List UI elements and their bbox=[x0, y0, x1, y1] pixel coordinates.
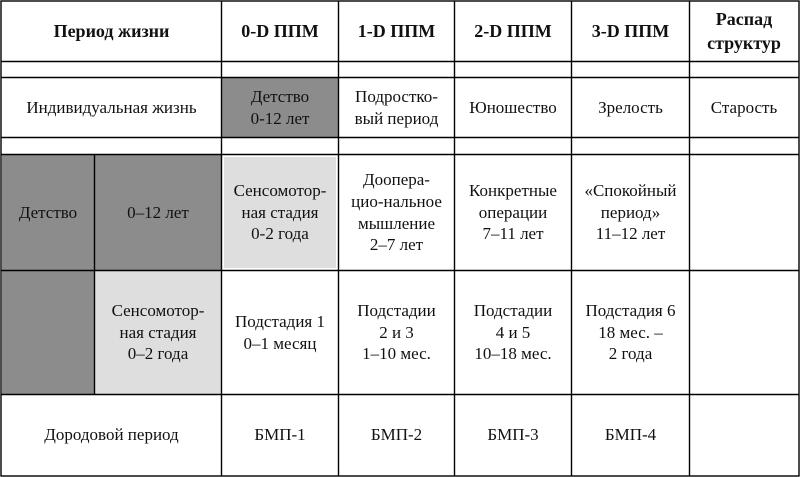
substage-6-line3: 2 года bbox=[608, 344, 653, 364]
childhood-sensomotor-line1: Сенсомотор- bbox=[233, 180, 327, 200]
sensomotor-substages-4-5 bbox=[455, 271, 571, 394]
substages-4-5-line2: 4 и 5 bbox=[495, 322, 531, 342]
childhood-calm-line1: «Спокойный bbox=[584, 180, 677, 200]
individual-youth: Юношество bbox=[469, 97, 557, 117]
sensomotor-label bbox=[95, 271, 221, 394]
childhood-sensomotor-line3: 0-2 года bbox=[251, 224, 309, 244]
childhood-preop-line2: цио-нальное bbox=[351, 191, 442, 211]
childhood-preop-line4: 2–7 лет bbox=[369, 235, 424, 255]
header-0d: 0-D ППМ bbox=[241, 20, 319, 41]
sensomotor-substage-1 bbox=[222, 271, 338, 394]
childhood-concrete-line3: 7–11 лет bbox=[482, 224, 544, 244]
individual-teen-line2: вый период bbox=[354, 108, 439, 128]
substage-6-line1: Подстадия 6 bbox=[585, 300, 676, 320]
childhood-concrete bbox=[455, 155, 571, 270]
childhood-concrete-line1: Конкретные bbox=[469, 180, 557, 200]
prenatal-bmp-4: БМП-4 bbox=[604, 425, 657, 445]
individual-maturity: Зрелость bbox=[598, 97, 663, 117]
header-period: Период жизни bbox=[53, 20, 170, 41]
childhood-sensomotor bbox=[224, 157, 336, 268]
substage-1-line1: Подстадия 1 bbox=[235, 311, 325, 331]
substages-2-3-line2: 2 и 3 bbox=[379, 322, 414, 342]
prenatal-bmp-1: БМП-1 bbox=[254, 425, 306, 445]
header-3d: 3-D ППМ bbox=[591, 20, 670, 41]
header-decay-line1: Распад bbox=[715, 9, 773, 30]
header-1d: 1-D ППМ bbox=[357, 20, 436, 41]
childhood-decay-empty bbox=[690, 155, 798, 270]
substage-6-line2: 18 мес. – bbox=[598, 322, 663, 342]
sensomotor-substage-6 bbox=[572, 271, 689, 394]
substages-4-5-line3: 10–18 мес. bbox=[474, 344, 552, 364]
sensomotor-label-line1: Сенсомотор- bbox=[111, 300, 205, 320]
sensomotor-dark-block bbox=[2, 271, 94, 394]
substages-4-5-line1: Подстадии bbox=[473, 300, 553, 320]
prenatal-bmp-2: БМП-2 bbox=[370, 425, 423, 445]
individual-old-age: Старость bbox=[710, 97, 778, 117]
sensomotor-decay-empty bbox=[690, 271, 798, 394]
childhood-label: Детство bbox=[2, 155, 94, 270]
childhood-calm bbox=[572, 155, 689, 270]
prenatal-label: Дородовой период bbox=[44, 425, 179, 445]
individual-childhood bbox=[222, 78, 338, 137]
substages-2-3-line3: 1–10 мес. bbox=[362, 344, 431, 364]
individual-childhood-line1: Детство bbox=[250, 86, 310, 106]
individual-life-label: Индивидуальная жизнь bbox=[26, 97, 197, 117]
individual-teen bbox=[339, 78, 454, 137]
childhood-age: 0–12 лет bbox=[95, 155, 221, 270]
sensomotor-label-line3: 0–2 года bbox=[127, 344, 189, 364]
sensomotor-label-line2: ная стадия bbox=[119, 322, 197, 342]
childhood-calm-line2: период» bbox=[600, 202, 661, 222]
individual-teen-line1: Подростко- bbox=[355, 86, 438, 106]
childhood-preoperational bbox=[339, 155, 454, 270]
substage-1-line2: 0–1 месяц bbox=[243, 333, 317, 353]
childhood-calm-line3: 11–12 лет bbox=[595, 224, 666, 244]
childhood-preop-line3: мышление bbox=[357, 213, 436, 233]
substages-2-3-line1: Подстадии bbox=[357, 300, 436, 320]
header-decay-line2: структур bbox=[707, 32, 781, 53]
individual-childhood-line2: 0-12 лет bbox=[250, 108, 310, 128]
prenatal-decay-empty bbox=[690, 395, 798, 475]
header-decay bbox=[690, 2, 798, 61]
childhood-preop-line1: Доопера- bbox=[363, 170, 430, 189]
sensomotor-substages-2-3 bbox=[339, 271, 454, 394]
prenatal-bmp-3: БМП-3 bbox=[487, 425, 539, 445]
childhood-concrete-line2: операции bbox=[478, 202, 548, 222]
childhood-sensomotor-line2: ная стадия bbox=[241, 202, 319, 222]
header-2d: 2-D ППМ bbox=[474, 20, 552, 41]
